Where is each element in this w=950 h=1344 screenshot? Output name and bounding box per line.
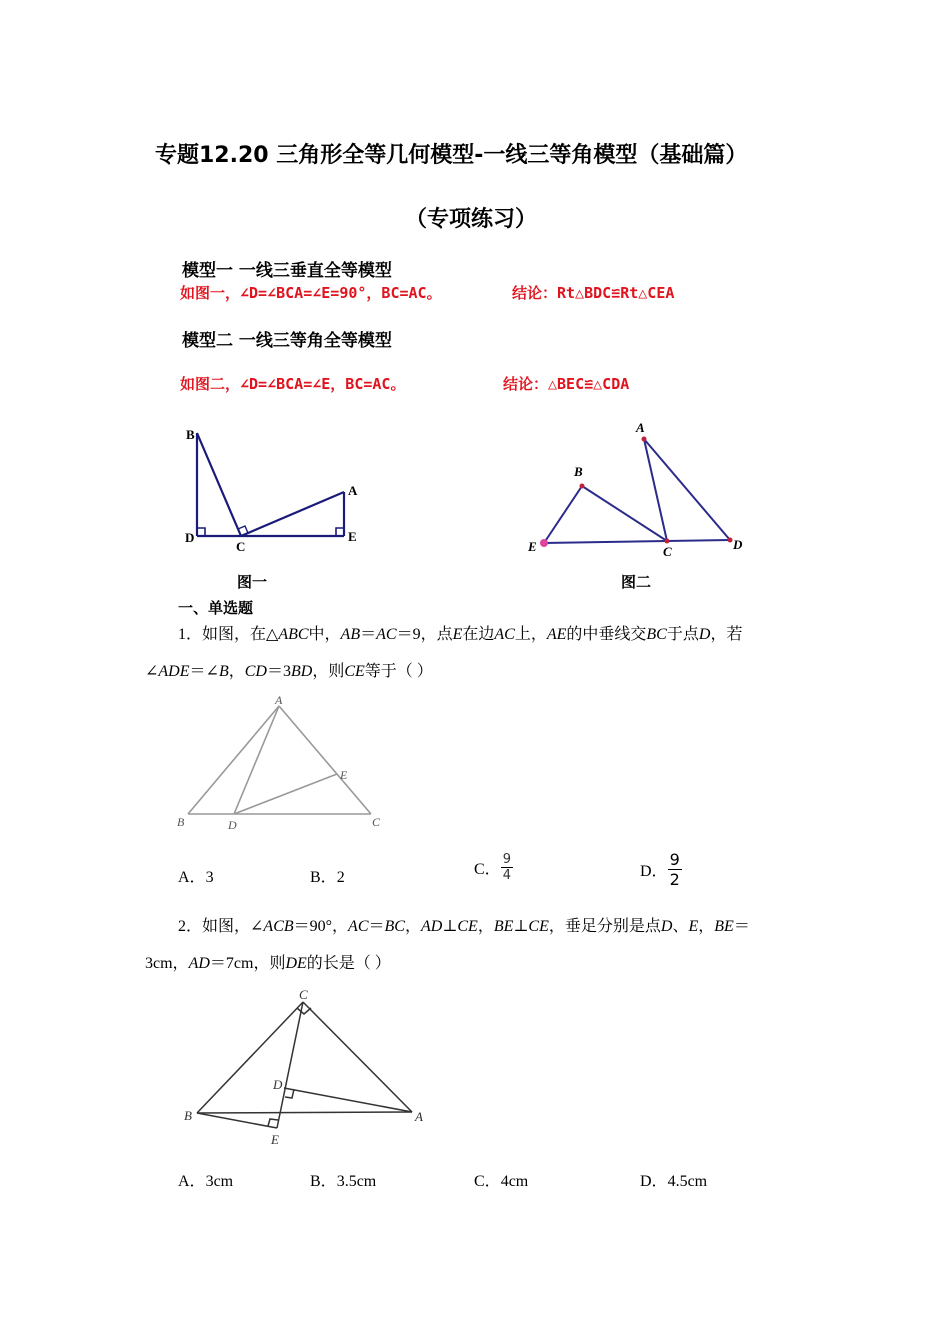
q1-fig-label-e: E bbox=[340, 768, 348, 782]
fig2-label-e: E bbox=[528, 539, 537, 554]
fig2-label-b: B bbox=[574, 464, 583, 479]
q1-option-d[interactable]: D． $\frac{9}{2}$ bbox=[640, 850, 680, 889]
model1-condition: 如图一，∠D=∠BCA=∠E=90°，BC=AC。 bbox=[180, 284, 442, 302]
model2-heading: 模型二 一线三等角全等模型 bbox=[182, 331, 392, 351]
q2-option-a[interactable]: A．3cm bbox=[178, 1173, 234, 1190]
fig2-label-c: C bbox=[663, 544, 672, 559]
q1-option-a[interactable]: A．3 bbox=[178, 869, 214, 886]
fig2-label-d: D bbox=[733, 537, 743, 552]
q2-fig-label-c: C bbox=[299, 987, 308, 1002]
model2-conclusion: 结论：△BEC≌△CDA bbox=[503, 375, 630, 393]
q1-fig-label-b: B bbox=[177, 815, 185, 829]
q2-figure bbox=[175, 984, 435, 1150]
q2-fig-label-a: A bbox=[415, 1109, 423, 1124]
q1-stem-line2: ∠ADE＝∠B，CD＝3BD，则CE等于（ ） bbox=[145, 663, 433, 680]
q2-fig-label-b: B bbox=[184, 1108, 192, 1123]
fig1-label-b: B bbox=[186, 427, 195, 442]
q2-fig-label-d: D bbox=[273, 1077, 283, 1092]
q1-fig-label-d: D bbox=[228, 818, 237, 832]
q1-stem-line1: 1．如图，在△ABC中，AB＝AC＝9，点E在边AC上，AE的中垂线交BC于点D，若 bbox=[178, 626, 743, 643]
fig1-label-d: D bbox=[185, 530, 195, 545]
model2-condition: 如图二，∠D=∠BCA=∠E，BC=AC。 bbox=[180, 375, 406, 393]
model1-heading: 模型一 一线三垂直全等模型 bbox=[182, 261, 392, 281]
q1-option-b[interactable]: B．2 bbox=[310, 869, 345, 886]
q2-stem-line2: 3cm，AD＝7cm，则DE的长是（ ） bbox=[145, 955, 391, 972]
figure-one bbox=[178, 420, 368, 560]
section-heading: 一、单选题 bbox=[178, 599, 254, 617]
q1-fig-label-a: A bbox=[275, 693, 283, 707]
q2-option-d[interactable]: D．4.5cm bbox=[640, 1173, 708, 1190]
fig1-label-a: A bbox=[348, 483, 358, 498]
q2-option-c[interactable]: C．4cm bbox=[474, 1173, 529, 1190]
model1-conclusion: 结论：Rt△BDC≌Rt△CEA bbox=[512, 284, 675, 302]
page-title: 专题12.20 三角形全等几何模型-一线三等角模型（基础篇） bbox=[155, 143, 748, 168]
figure-two bbox=[522, 418, 757, 563]
figure-one-caption: 图一 bbox=[237, 573, 268, 591]
q2-stem-line1: 2．如图，∠ACB＝90°，AC＝BC，AD⊥CE，BE⊥CE，垂足分别是点D、E，BE＝ bbox=[178, 918, 750, 935]
q1-option-c[interactable]: C． $\frac{9}{4}$ bbox=[474, 852, 511, 883]
q1-figure bbox=[172, 692, 392, 834]
figure-two-caption: 图二 bbox=[621, 573, 652, 591]
q1-fig-label-c: C bbox=[372, 815, 381, 829]
fig1-label-e: E bbox=[348, 529, 357, 544]
fig2-label-a: A bbox=[636, 420, 645, 435]
q2-option-b[interactable]: B．3.5cm bbox=[310, 1173, 377, 1190]
page-subtitle: （专项练习） bbox=[405, 207, 538, 232]
q2-fig-label-e: E bbox=[271, 1132, 279, 1147]
fig1-label-c: C bbox=[236, 539, 246, 554]
